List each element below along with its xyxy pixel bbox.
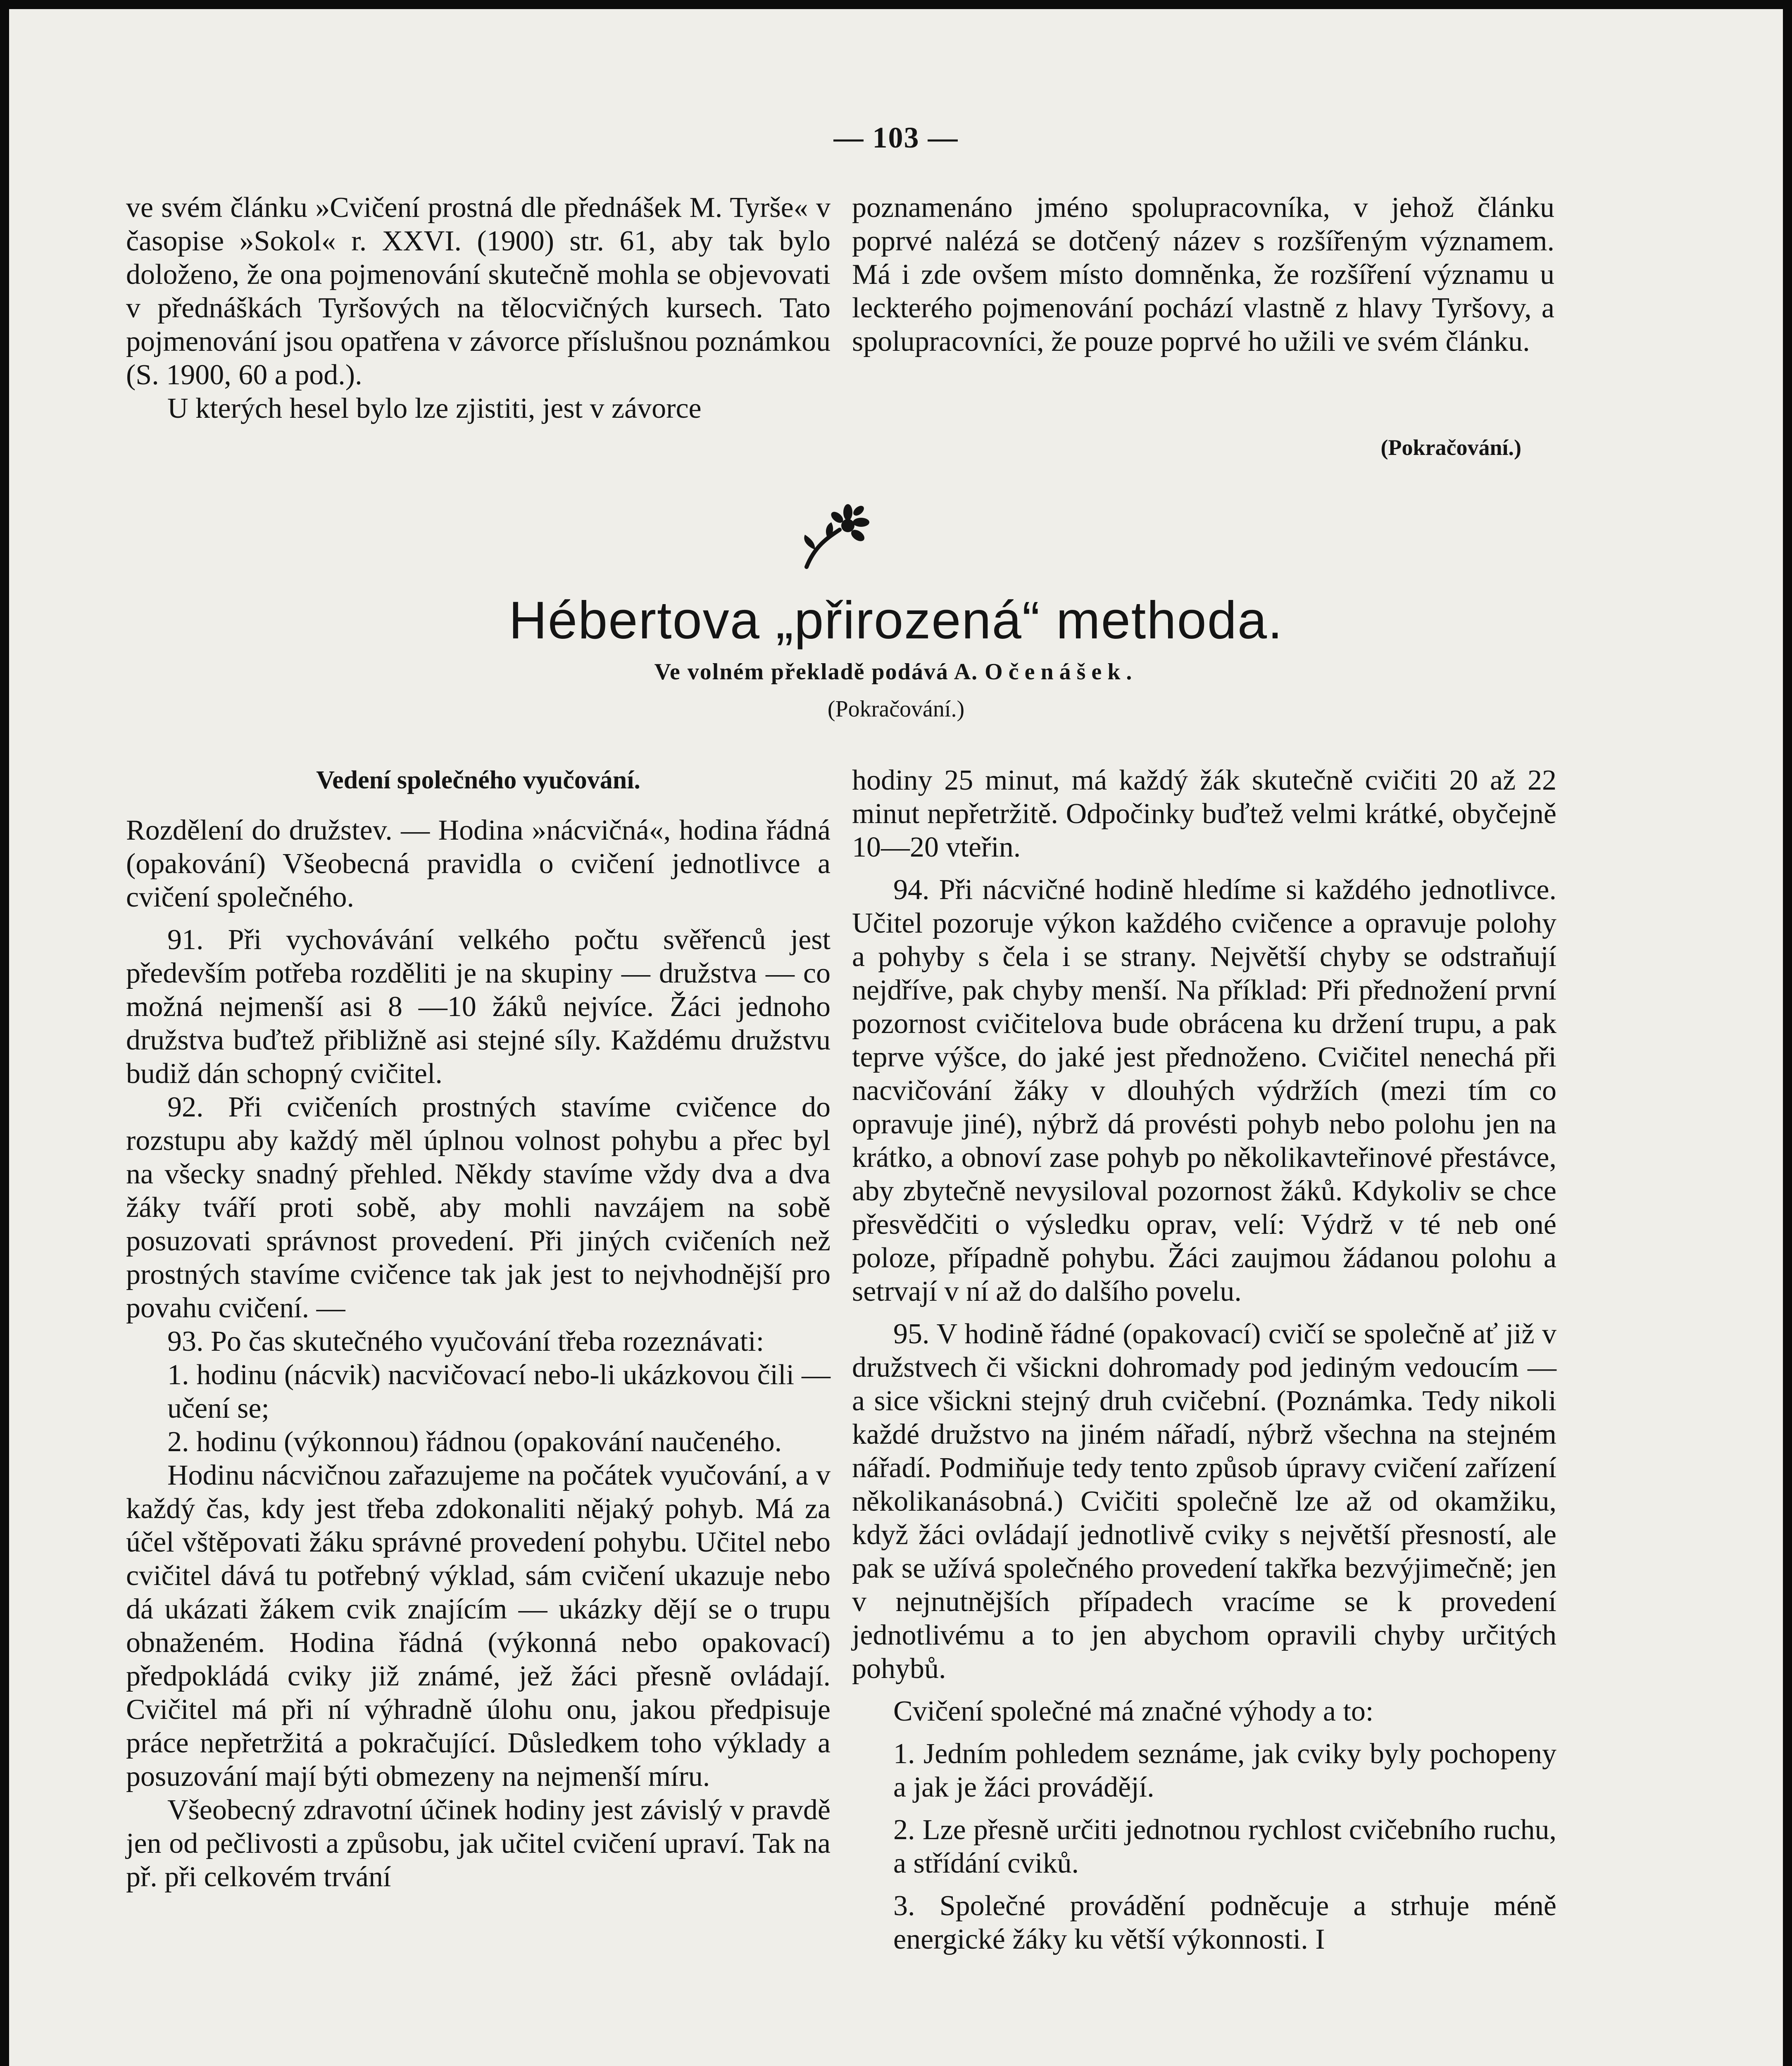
byline-prefix: Ve volném překladě podává A.	[654, 659, 978, 685]
article-continued-note: (Pokračování.)	[827, 696, 965, 722]
paragraph-91: 91. Při vychovávání velkého počtu svěřenců jest především potřeba rozděliti je na skupiny — družstva — co možná nejmenší asi 8 —10 žáků nejvíce. Žáci jednoho družstva buďtež přibližně asi stejné síly. Každému družstvu budiž dán schopný cvičitel.	[126, 924, 831, 1090]
continued-note: (Pokračování.)	[1380, 435, 1521, 460]
paragraph-95: 95. V hodině řádné (opakovací) cvičí se společně ať již v družstvech či všickni dohromady pod jediným vedoucím — a sice všickni stejný druh cvičební. (Poznámka. Tedy nikoli každé družstvo na jiném nářadí, nýbrž všechna na stejném nářadí. Podmiňuje tedy tento způsob úpravy cvičení zařízení několikanásobná.) Cvičiti společně lze až od okamžiku, když žáci ovládají jednotlivě cviky s největší přesností, ale pak se užívá společného provedení takřka bezvýjimečně; jen v nejnutnějších případech vracíme se k provedení jednotlivému a to jen abychom opravili chyby určitých pohybů.	[852, 1318, 1556, 1685]
paragraph: Cvičení společné má značné výhody a to:	[893, 1695, 1374, 1727]
list-item: 2. hodinu (výkonnou) řádnou (opakování naučeného.	[167, 1426, 782, 1458]
section-summary: Rozdělení do družstev. — Hodina »nácvičná«, hodina řádná (opakování) Všeobecná pravidla o cvičení jednotlivce a cvičení společného.	[126, 814, 831, 913]
top-left-column	[126, 191, 831, 425]
paragraph: ve svém článku »Cvičení prostná dle přednášek M. Tyrše« v časopise »Sokol« r. XXVI. (1900) str. 61, aby tak bylo doloženo, že ona pojmenování skutečně mohla se objevovati v přednáškách Tyršových na tělocvičných kursech. Tato pojmenování jsou opatřena v závorce příslušnou poznámkou (S. 1900, 60 a pod.).	[126, 192, 831, 391]
section-heading: Vedení společného vyučování.	[316, 766, 640, 794]
paragraph: poznamenáno jméno spolupracovníka, v jehož článku poprvé nalézá se dotčený název s rozšířeným významem. Má i zde ovšem místo domněnka, že rozšíření významu u leckterého pojmenování pochází vlastně z hlavy Tyršovy, a spolupracovníci, že pouze poprvé ho užili ve svém článku.	[852, 192, 1554, 357]
paragraph-94: 94. Při nácvičné hodině hledíme si každého jednotlivce. Učitel pozoruje výkon každého cvičence a opravuje polohy a pohyby s čela i se strany. Největší chyby se odstraňují nejdříve, pak chyby menší. Na příklad: Při přednožení první pozornost cvičitelova bude obrácena ku držení trupu, a pak teprve výšce, do jaké jest přednoženo. Cvičitel nenechá při nacvičování žáky v dlouhých výdržích (mezi tím co opravuje jiné), nýbrž dá provésti pohyb nebo polohu jen na krátko, a obnoví zase pohyb po několikavteřinové přestávce, aby zbytečně nevysiloval pozornost žáků. Kdykoliv se chce přesvědčiti o výsledku oprav, velí: Výdrž v té neb oné poloze, případně pohybu. Žáci zaujmou žádanou polohu a setrvají v ní až do dalšího povelu.	[852, 874, 1556, 1307]
list-item: 2. Lze přesně určiti jednotnou rychlost cvičebního ruchu, a střídání cviků.	[893, 1814, 1556, 1879]
paragraph-92: 92. Při cvičeních prostných stavíme cvičence do rozstupu aby každý měl úplnou volnost pohybu a přec byl na všecky snadný přehled. Někdy stavíme vždy dva a dva žáky tváří proti sobě, aby mohli navzájem na sobě posuzovati správnost provedení. Při jiných cvičeních než prostných stavíme cvičence tak jak jest to nejvhodnější pro povahu cvičení. —	[126, 1091, 831, 1324]
paragraph: Hodinu nácvičnou zařazujeme na počátek vyučování, a v každý čas, kdy jest třeba zdokonaliti nějaký pohyb. Má za účel vštěpovati žáku správné provedení pohybu. Učitel nebo cvičitel dává tu potřebný výklad, sám cvičení ukazuje nebo dá ukázati žákem cvik znajícím — ukázky dějí se o trupu obnaženém. Hodina řádná (výkonná nebo opakovací) předpokládá cviky již známé, jež žáci přesně ovládají. Cvičitel má při ní výhradně úlohu onu, jakou předpisuje práce nepřetržitá a pokračující. Důsledkem toho výklady a posuzování mají býti obmezeny na nejmenší míru.	[126, 1459, 831, 1792]
paragraph-93: 93. Po čas skutečného vyučování třeba rozeznávati:	[167, 1326, 764, 1357]
list-item: 1. Jedním pohledem seznáme, jak cviky byly pochopeny a jak je žáci provádějí.	[893, 1738, 1556, 1803]
article-left-column	[126, 764, 831, 1894]
article-right-column	[852, 764, 1556, 1956]
flower-ornament-icon	[790, 501, 881, 571]
page-number: — 103 —	[833, 121, 959, 154]
paragraph: U kterých hesel bylo lze zjistiti, jest v závorce	[167, 393, 702, 424]
book-page	[9, 9, 1783, 2066]
author-name: Očenášek.	[985, 659, 1138, 685]
list-item: 3. Společné provádění podněcuje a strhuje méně energické žáky ku větší výkonnosti. I	[893, 1890, 1556, 1955]
article-byline	[9, 659, 1783, 685]
top-right-column	[852, 191, 1554, 358]
paragraph: hodiny 25 minut, má každý žák skutečně cvičiti 20 až 22 minut nepřetržitě. Odpočinky buďtež velmi krátké, obyčejně 10—20 vteřin.	[852, 764, 1556, 863]
paragraph: Všeobecný zdravotní účinek hodiny jest závislý v pravdě jen od pečlivosti a způsobu, jak učitel cvičení upraví. Tak na př. při celkovém trvání	[126, 1794, 831, 1893]
list-item: 1. hodinu (nácvik) nacvičovací nebo-li ukázkovou čili — učení se;	[167, 1359, 831, 1424]
article-title: Hébertova „přirozená“ methoda.	[509, 591, 1283, 650]
